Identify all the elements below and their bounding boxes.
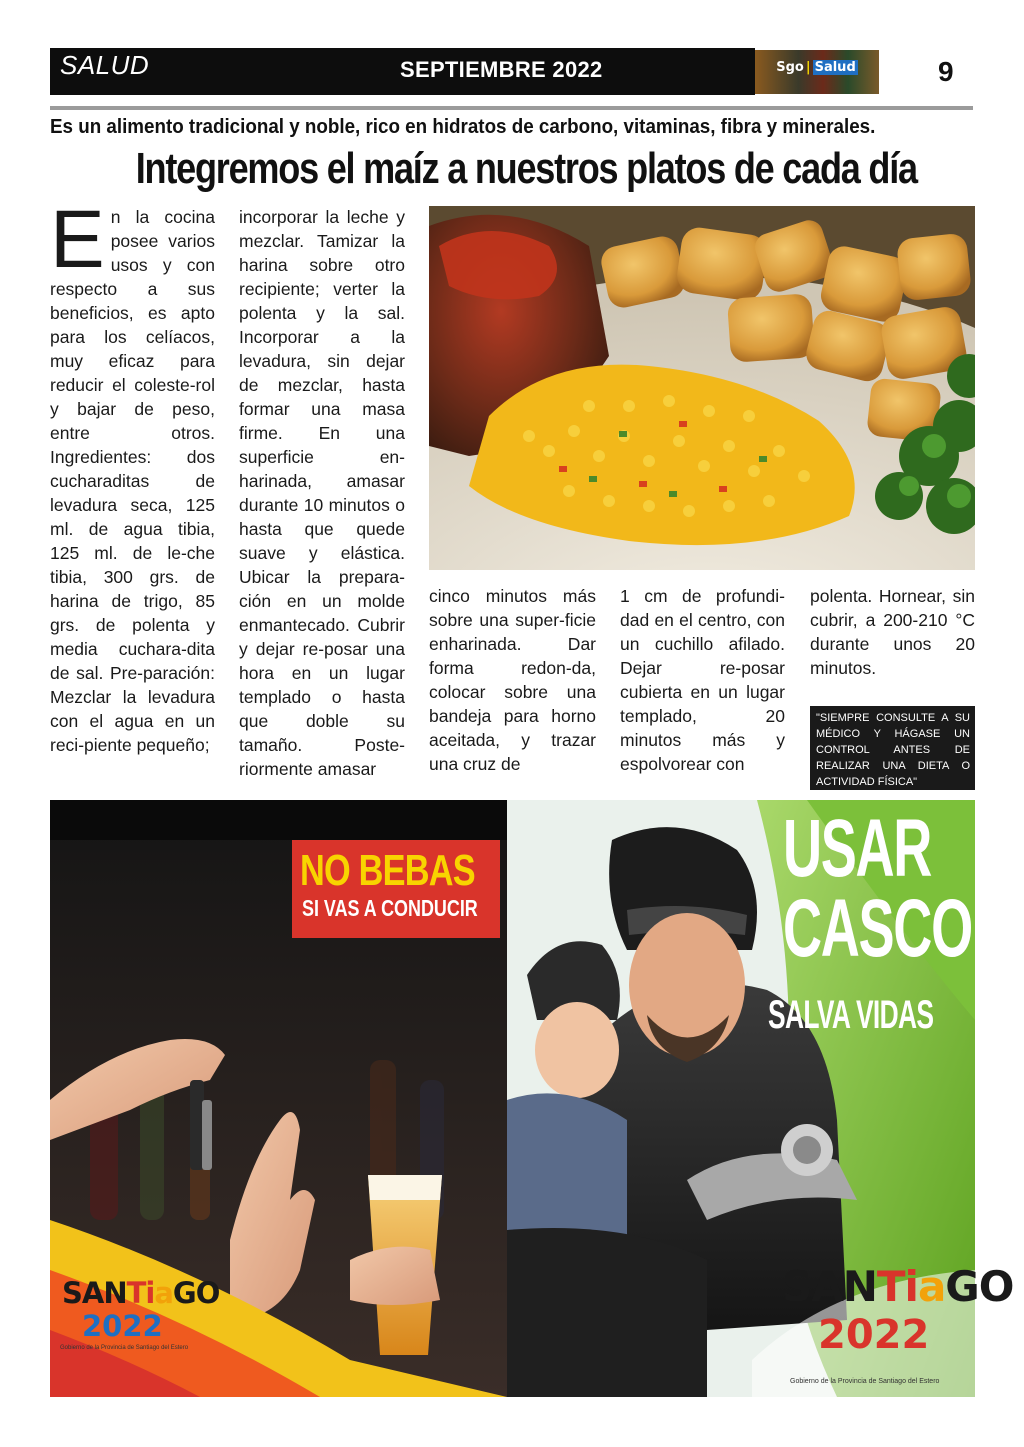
santiago-right-part-1: SAN: [782, 1262, 877, 1311]
ad-usar-line-3: [768, 993, 1019, 1038]
santiago-year-right: 2022: [818, 1312, 930, 1358]
column-2-text: incorporar la leche y mezclar. Tamizar la harina sobre otro recipiente; verter la polenta y la sal. Incorporar a la levadura, sin dejar de mezclar, hasta formar una masa firme. En una superficie en-harinada, amasar durante 10 minutos o hasta que quede suave y elástica. Ubicar la prepara-ción en un molde enmantecado. Cubrir y dejar re-posar una hora en un lugar templado o hasta que doble su tamaño. Poste-riormente amasar: [239, 207, 405, 779]
santiago-left-part-2: Ti: [126, 1276, 155, 1310]
column-5-text: polenta. Hornear, sin cubrir, a 200-210 °C durante unos 20 minutos.: [810, 586, 975, 678]
column-3-text: cinco minutos más sobre una super-ficie enharinada. Dar forma redon-da, colocar sobre una bandeja para horno aceitada, y trazar una cruz de: [429, 586, 596, 774]
article-column-5: [810, 584, 975, 680]
logo-wordmark: Sgo | Salud: [776, 60, 856, 75]
article-column-3: [429, 584, 596, 776]
publication-logo: [755, 50, 879, 94]
section-label: SALUD: [60, 50, 150, 80]
government-credit-left: Gobierno de la Provincia de Santiago del Estero: [60, 1345, 189, 1351]
ad-no-bebas-subtitle-text: SI VAS A CONDUCIR: [302, 895, 478, 921]
food-photo-illustration: [429, 206, 975, 570]
santiago-left-part-4: GO: [172, 1276, 220, 1310]
article-column-4: [620, 584, 785, 776]
article-kicker: Es un alimento tradicional y noble, rico en hidratos de carbono, vitaminas, fibra y minerales.: [50, 116, 876, 138]
ad-usar-line-2: [783, 883, 1024, 974]
article-column-1: [50, 194, 215, 757]
headline-text: Integremos el maíz a nuestros platos de cada día: [135, 144, 917, 193]
notice-text: "SIEMPRE CONSULTE A SU MÉDICO Y HÁGASE UN CONTROL ANTES DE REALIZAR UNA DIETA O ACTIVIDAD FÍSICA": [816, 712, 970, 788]
santiago-left-part-3: a: [154, 1276, 173, 1310]
drop-cap: E: [50, 194, 105, 285]
page-number: 9: [938, 56, 954, 87]
santiago-right-part-2: Ti: [876, 1262, 918, 1311]
logo-part-2: Salud: [814, 60, 856, 75]
government-credit-right: Gobierno de la Provincia de Santiago del Estero: [790, 1378, 940, 1385]
santiago-right-part-3: a: [917, 1262, 946, 1311]
ad-no-bebas-subtitle: [302, 895, 527, 922]
ad-usar-line-1: [783, 803, 1007, 894]
food-photo: [429, 206, 975, 570]
ad-usar-line-1-text: USAR: [783, 803, 932, 894]
logo-part-1: Sgo: [776, 60, 804, 75]
ad-usar-line-3-text: SALVA VIDAS: [768, 993, 934, 1037]
santiago-logo-right: [782, 1262, 1013, 1311]
article-column-2: [239, 205, 405, 781]
ad-usar-line-2-text: CASCO: [783, 883, 972, 974]
issue-date: SEPTIEMBRE 2022: [400, 57, 603, 82]
santiago-logo-left: [62, 1276, 219, 1310]
santiago-year-left: 2022: [82, 1309, 163, 1343]
column-4-text: 1 cm de profundi-dad en el centro, con un cuchillo afilado. Dejar re-posar cubierta en un lugar templado, 20 minutos más y espolvorear con: [620, 586, 785, 774]
header-divider: [50, 106, 973, 110]
article-headline: [50, 144, 973, 194]
ad-no-bebas-title-text: NO BEBAS: [300, 846, 475, 895]
santiago-left-part-1: SAN: [62, 1276, 127, 1310]
ad-no-bebas-title: [300, 846, 524, 896]
santiago-right-part-4: GO: [945, 1262, 1014, 1311]
column-1-text: n la cocina posee varios usos y con respecto a sus beneficios, es apto para los celíacos, muy eficaz para reducir el coleste-rol y bajar de peso, entre otros. Ingredientes: dos cucharaditas de levadura seca, 125 ml. de agua tibia, 125 ml. de le-che tibia, 300 grs. de harina de trigo, 85 grs. de polenta y media cuchara-dita de sal. Pre-paración: Mezclar la levadura con el agua en un reci-piente pequeño;: [50, 207, 215, 755]
